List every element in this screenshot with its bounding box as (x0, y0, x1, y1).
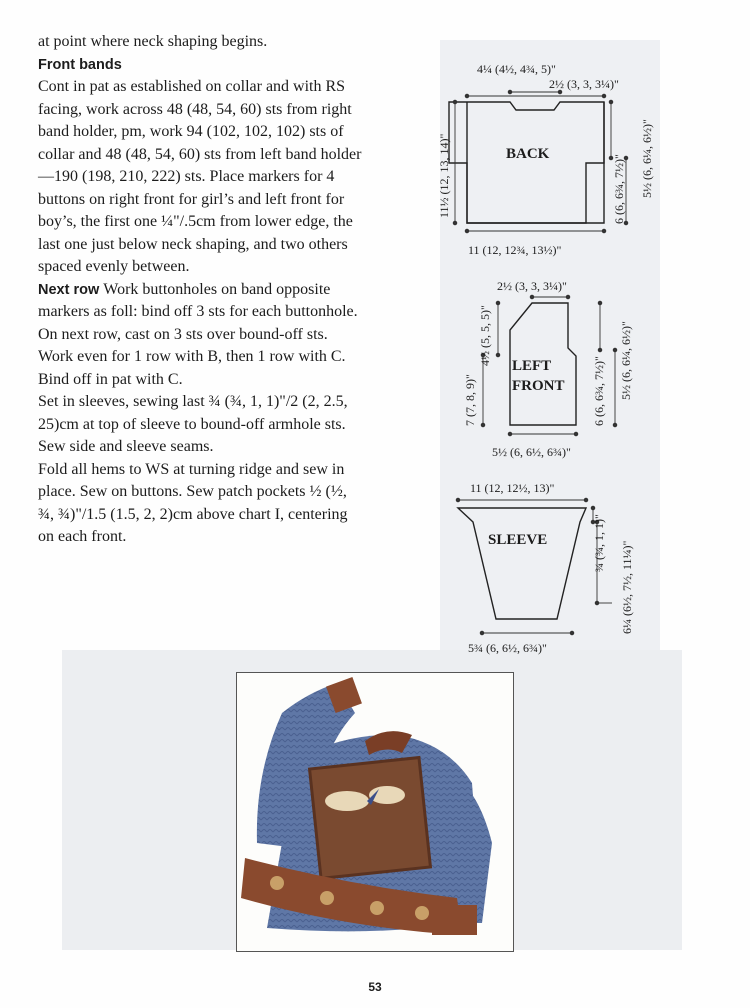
next-row-heading: Next row (38, 281, 100, 298)
back-side: 5½ (6, 6¼, 6½)" (640, 119, 654, 198)
sweater-illustration (237, 673, 513, 951)
page-number: 53 (368, 980, 382, 994)
sleeves-paragraph: Set in sleeves, sewing last ¾ (¾, 1, 1)"/2 (2, 2.5, 25)cm at top of sleeve to bound-off armhole sts. Sew side and sleeve seams. (38, 393, 348, 455)
left-front-label-line1: LEFT (512, 358, 552, 374)
front-bands-heading: Front bands (38, 56, 122, 73)
text-line-first: at point where neck shaping begins. (38, 33, 268, 50)
sweater-photo (236, 672, 514, 952)
sleeve-outline (458, 508, 586, 619)
sleeve-length: 6¼ (6½, 7½, 11¼)" (620, 540, 634, 634)
left-front-label-line2: FRONT (512, 378, 565, 394)
front-height: 7 (7, 8, 9)" (463, 374, 477, 426)
back-height: 11½ (12, 13, 14)" (437, 133, 451, 218)
sleeve-label: SLEEVE (488, 532, 548, 548)
back-armhole: 6 (6, 6¾, 7½)" (612, 154, 626, 224)
back-bottom-width: 11 (12, 12¾, 13½)" (468, 243, 562, 257)
front-armhole: 6 (6, 6¾, 7½)" (592, 356, 606, 426)
back-neck-width: 2½ (3, 3, 3¼)" (549, 77, 619, 91)
back-label: BACK (506, 146, 550, 162)
next-row-body: Work buttonholes on band opposite markers as foll: bind off 3 sts for each buttonhole. On next row, cast on 3 sts over bound-off sts. Work even for 1 row with B, then 1 row with C. Bind off in pat with C. (38, 280, 358, 388)
front-side: 5½ (6, 6¼, 6½)" (619, 321, 633, 400)
front-neck-depth: 4½ (5, 5, 5)" (478, 305, 492, 366)
front-bands-paragraph: Cont in pat as established on collar and with RS facing, work across 48 (48, 54, 60) sts from right band holder, pm, work 94 (102, 102, 102) sts of collar and 48 (48, 54, 60) sts from left band holder—190 (198, 210, 222) sts. Place markers for 4 buttons on right front for girl’s and left front for boy’s, the first one ¼"/.5cm from lower edge, the last one just below neck shaping, and two others spaced evenly between. (38, 78, 362, 275)
sleeve-bottom-width: 5¾ (6, 6½, 6¾)" (468, 641, 547, 655)
front-shoulder: 2½ (3, 3, 3¼)" (497, 279, 567, 293)
front-bottom-width: 5½ (6, 6½, 6¾)" (492, 445, 571, 459)
sleeve-cap: ¾ (¾, 1, 1)" (592, 514, 606, 572)
back-top-width: 4¼ (4½, 4¾, 5)" (477, 62, 556, 76)
back-outline (449, 102, 604, 223)
sleeve-top-width: 11 (12, 12½, 13)" (470, 481, 555, 495)
hems-paragraph: Fold all hems to WS at turning ridge and sew in place. Sew on buttons. Sew patch pockets ½ (½, ¾, ¾)"/1.5 (1.5, 2, 2)cm above chart I, centering on each front. (38, 460, 348, 545)
